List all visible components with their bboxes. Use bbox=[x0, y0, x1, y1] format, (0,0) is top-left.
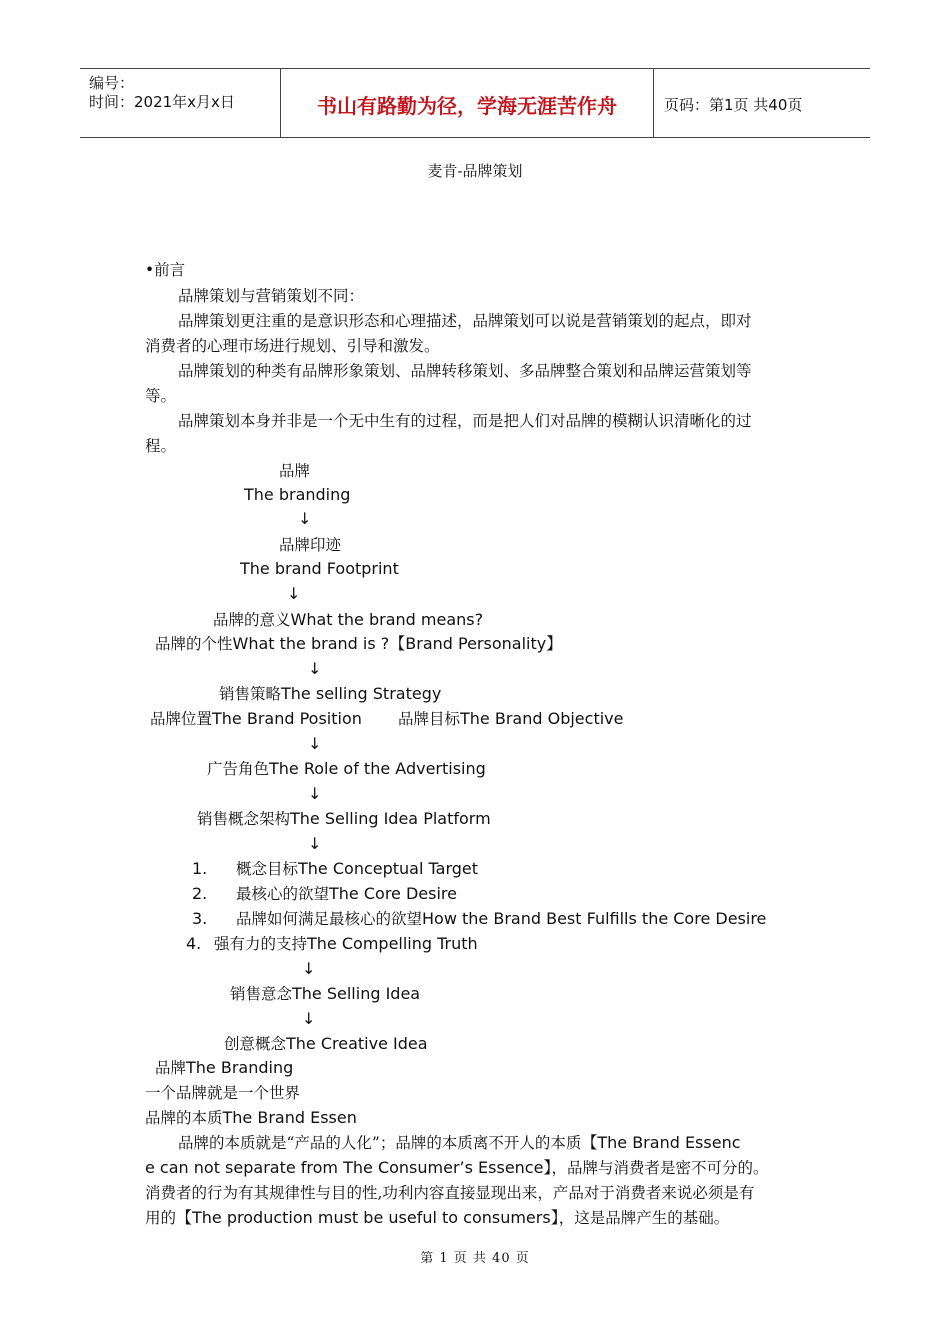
essence-paragraph-line-4: 用的【The production must be useful to consumers】，这是品牌产生的基础。 bbox=[145, 1208, 730, 1227]
flow-arrow: ↓ bbox=[287, 584, 301, 603]
document-title: 麦肯-品牌策划 bbox=[427, 162, 523, 180]
flow-node-meaning: 品牌的意义What the brand means? bbox=[213, 610, 484, 629]
flow-node-brand-objective: 品牌目标The Brand Objective bbox=[398, 709, 624, 728]
flow-node-branding-cn: 品牌 bbox=[279, 462, 311, 480]
number-label: 编号： bbox=[89, 74, 135, 92]
header-meta-cell bbox=[80, 69, 281, 137]
flow-arrow: ↓ bbox=[308, 734, 322, 753]
list-item-4: 4. 强有力的支持The Compelling Truth bbox=[186, 934, 478, 953]
intro-paragraph-3: 品牌策划的种类有品牌形象策划、品牌转移策划、多品牌整合策划和品牌运营策划等 bbox=[178, 362, 752, 380]
flow-node-selling-strategy: 销售策略The selling Strategy bbox=[219, 684, 442, 703]
list-item-3: 3. 品牌如何满足最核心的欲望How the Brand Best Fulfills the Core Desire bbox=[192, 909, 767, 928]
flow-arrow: ↓ bbox=[308, 784, 322, 803]
header-page-cell bbox=[654, 69, 870, 137]
intro-paragraph-2: 品牌策划更注重的是意识形态和心理描述，品牌策划可以说是营销策划的起点，即对 bbox=[178, 312, 752, 330]
list-item-2: 2. 最核心的欲望The Core Desire bbox=[192, 884, 457, 903]
flow-node-footprint-en: The brand Footprint bbox=[240, 559, 399, 578]
section-branding: 品牌The Branding bbox=[155, 1058, 294, 1077]
page-footer: 第 1 页 共 40 页 bbox=[420, 1251, 530, 1266]
flow-node-selling-idea-platform: 销售概念架构The Selling Idea Platform bbox=[197, 809, 491, 828]
header-motto-cell bbox=[281, 69, 654, 137]
intro-paragraph-1: 品牌策划与营销策划不同： bbox=[178, 287, 365, 305]
flow-arrow: ↓ bbox=[308, 834, 322, 853]
intro-bullet: •前言 bbox=[145, 261, 186, 279]
essence-paragraph-line-2: e can not separate from The Consumer’s Essence】，品牌与消费者是密不可分的。 bbox=[145, 1158, 769, 1177]
flow-node-advertising-role: 广告角色The Role of the Advertising bbox=[207, 759, 486, 778]
intro-paragraph-4: 品牌策划本身并非是一个无中生有的过程，而是把人们对品牌的模糊认识清晰化的过 bbox=[178, 412, 752, 430]
brand-world-line: 一个品牌就是一个世界 bbox=[145, 1084, 301, 1102]
intro-paragraph-3-cont: 等。 bbox=[145, 387, 177, 405]
flow-node-brand-position: 品牌位置The Brand Position bbox=[150, 709, 362, 728]
intro-paragraph-2-cont: 消费者的心理市场进行规划、引导和激发。 bbox=[145, 337, 440, 355]
intro-paragraph-4-cont: 程。 bbox=[145, 437, 177, 455]
flow-node-personality: 品牌的个性What the brand is ?【Brand Personality】 bbox=[155, 634, 563, 653]
flow-arrow: ↓ bbox=[302, 1009, 316, 1028]
motto: 书山有路勤为径，学海无涯苦作舟 bbox=[317, 94, 617, 118]
time-label: 时间：2021年x月x日 bbox=[89, 93, 235, 111]
page-header bbox=[80, 68, 870, 138]
flow-arrow: ↓ bbox=[308, 659, 322, 678]
flow-arrow: ↓ bbox=[298, 509, 312, 528]
flow-node-selling-idea: 销售意念The Selling Idea bbox=[230, 984, 421, 1003]
essence-paragraph-line-3: 消费者的行为有其规律性与目的性,功利内容直接显现出来，产品对于消费者来说必须是有 bbox=[145, 1184, 755, 1202]
flow-node-footprint-cn: 品牌印迹 bbox=[279, 536, 342, 554]
list-item-1: 1. 概念目标The Conceptual Target bbox=[192, 859, 479, 878]
page-label: 页码：第1页 共40页 bbox=[664, 96, 803, 114]
flow-node-creative-idea: 创意概念The Creative Idea bbox=[224, 1034, 428, 1053]
flow-arrow: ↓ bbox=[302, 959, 316, 978]
essence-paragraph-line-1: 品牌的本质就是“产品的人化”；品牌的本质离不开人的本质【The Brand Essenc bbox=[178, 1133, 741, 1152]
flow-node-branding-en: The branding bbox=[244, 485, 351, 504]
section-brand-essence: 品牌的本质The Brand Essen bbox=[145, 1108, 357, 1127]
